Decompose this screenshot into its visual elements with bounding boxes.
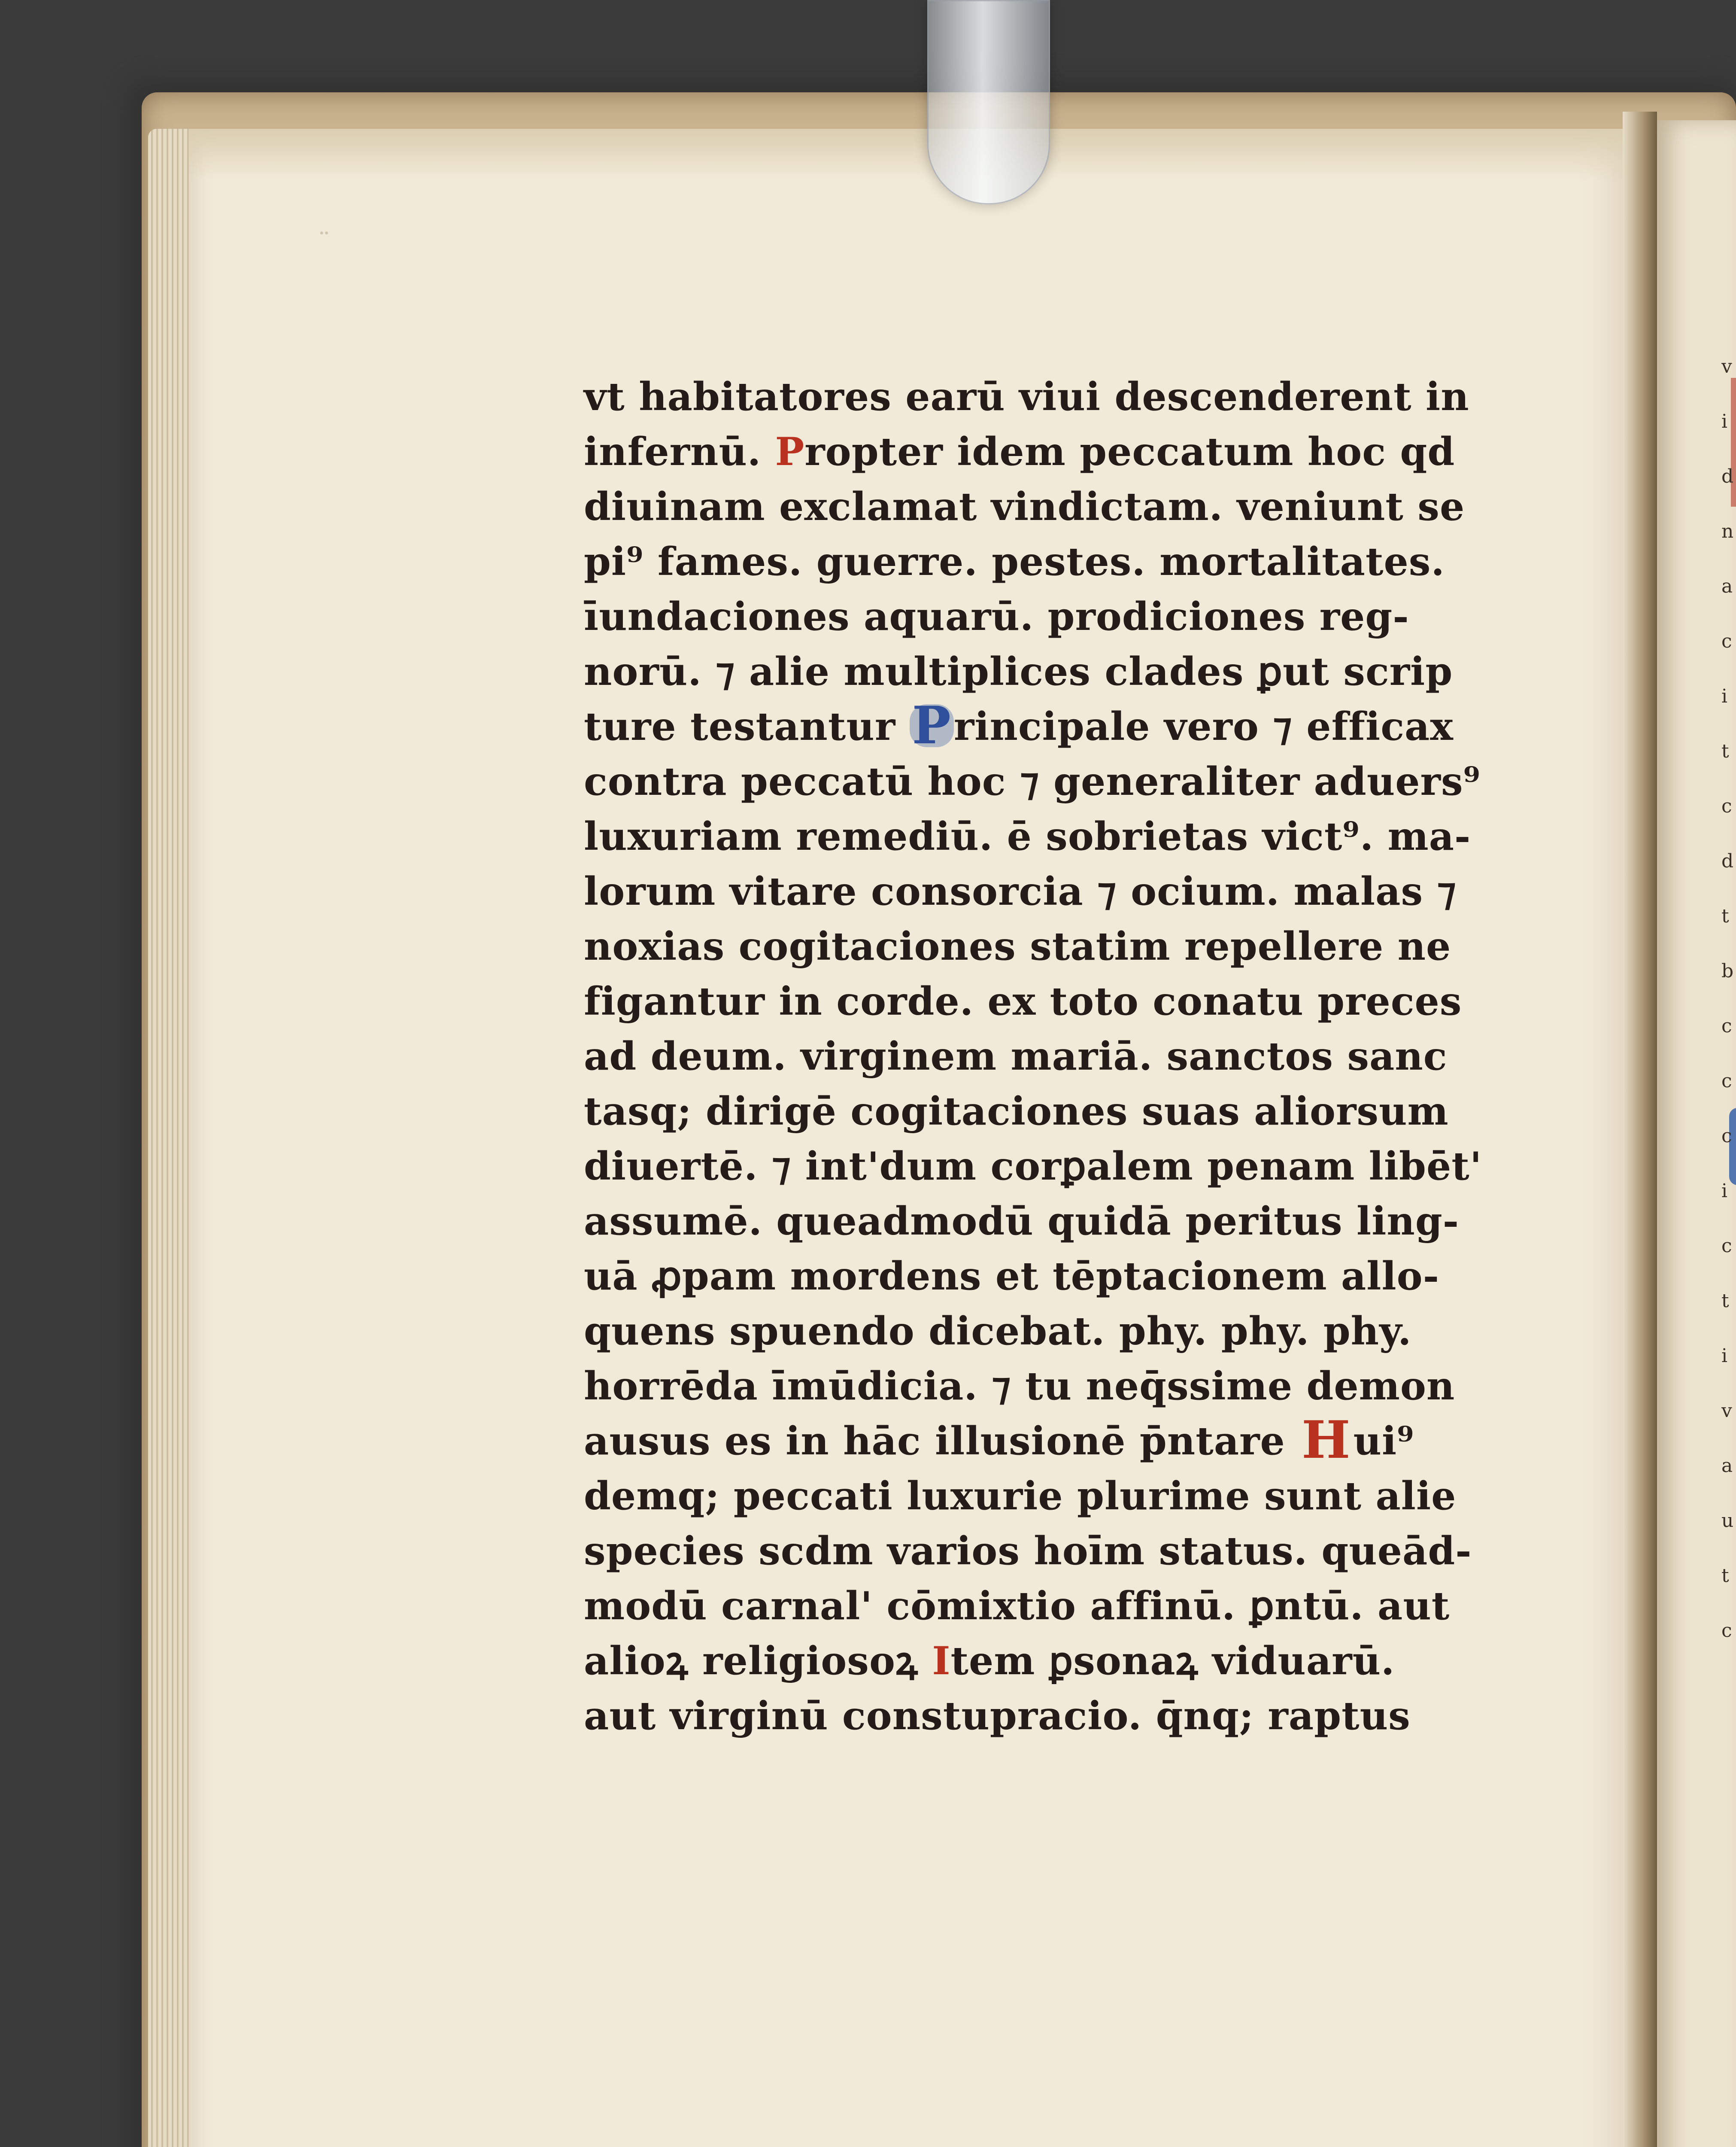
text-line bbox=[584, 1688, 1464, 1743]
page-edges bbox=[148, 129, 195, 2147]
text-line bbox=[584, 1139, 1482, 1194]
text-segment: ausus es in hāc illusionē p̄ntare bbox=[584, 1418, 1299, 1464]
blue-initial: P bbox=[910, 704, 954, 747]
red-initial: H bbox=[1302, 1410, 1351, 1470]
text-line bbox=[584, 1304, 1464, 1359]
text-segment: demq; peccati luxurie plurime sunt alie bbox=[584, 1473, 1457, 1519]
rubricated-letter: P bbox=[775, 429, 805, 474]
rubricated-letter: I bbox=[932, 1638, 951, 1684]
text-segment: modū carnal' cōmixtio affinū. ꝑntū. aut bbox=[584, 1583, 1450, 1629]
text-segment: lorum vitare consorcia ⁊ ocium. malas ⁊ bbox=[584, 869, 1457, 914]
text-segment: ture testantur bbox=[584, 704, 910, 749]
text-segment: quens spuendo dicebat. phy. phy. phy. bbox=[584, 1308, 1412, 1354]
text-segment: pi⁹ fames. guerre. pestes. mortalitates. bbox=[584, 539, 1445, 584]
text-line bbox=[584, 1524, 1472, 1578]
text-line bbox=[584, 1633, 1464, 1688]
text-segment: contra peccatū hoc ⁊ generaliter aduers⁹ bbox=[584, 759, 1481, 804]
text-segment: uā ꝓpam mordens et tēptacionem allo- bbox=[584, 1253, 1440, 1299]
text-segment: alioꝝ religiosoꝝ bbox=[584, 1638, 932, 1684]
text-segment: diuertē. ⁊ int'dum corꝑalem penam libēt' bbox=[584, 1143, 1482, 1189]
text-line bbox=[584, 644, 1464, 699]
margin-mark: ¨ bbox=[318, 228, 331, 258]
book-gutter bbox=[1623, 112, 1657, 2147]
text-segment: norū. ⁊ alie multiplices clades ꝑut scrip bbox=[584, 649, 1453, 694]
text-segment: horrēda īmūdicia. ⁊ tu neq̄ssime demon bbox=[584, 1363, 1455, 1409]
text-segment: figantur in corde. ex toto conatu preces bbox=[584, 979, 1462, 1024]
text-line bbox=[584, 1084, 1464, 1139]
text-segment: īundaciones aquarū. prodiciones reg- bbox=[584, 594, 1409, 639]
text-segment: luxuriam remediū. ē sobrietas vict⁹. ma- bbox=[584, 814, 1471, 859]
text-line bbox=[584, 754, 1481, 809]
text-line bbox=[584, 1410, 1464, 1470]
text-line bbox=[584, 1469, 1464, 1524]
text-line bbox=[584, 974, 1464, 1029]
text-segment: tem ꝑsonaꝝ viduarū. bbox=[950, 1638, 1395, 1684]
text-line bbox=[584, 1194, 1464, 1249]
text-segment: ad deum. virginem mariā. sanctos sanc bbox=[584, 1034, 1448, 1079]
page-top-stain bbox=[189, 129, 1631, 180]
text-line bbox=[584, 1249, 1464, 1304]
text-segment: aut virginū constupracio. q̄nq; raptus bbox=[584, 1693, 1411, 1739]
text-segment: noxias cogitaciones statim repellere ne bbox=[584, 924, 1451, 969]
text-line bbox=[584, 1578, 1464, 1633]
text-line bbox=[584, 479, 1464, 534]
text-line bbox=[584, 864, 1464, 919]
text-line bbox=[584, 534, 1464, 589]
text-segment: assumē. queadmodū quidā peritus ling- bbox=[584, 1198, 1460, 1244]
text-line bbox=[584, 695, 1464, 756]
text-segment: ropter idem peccatum hoc qd bbox=[804, 429, 1455, 474]
text-segment: tasq; dirigē cogitaciones suas aliorsum bbox=[584, 1089, 1449, 1134]
text-line bbox=[584, 1029, 1464, 1084]
text-segment: vt habitatores earū viui descenderent in bbox=[584, 374, 1469, 420]
text-segment: diuinam exclamat vindictam. veniunt se bbox=[584, 484, 1465, 529]
text-line bbox=[584, 1359, 1464, 1414]
text-block bbox=[584, 369, 1482, 1743]
text-segment: rincipale vero ⁊ efficax bbox=[953, 704, 1454, 749]
text-segment: species scdm varios hoīm status. queād- bbox=[584, 1528, 1472, 1574]
text-line bbox=[584, 589, 1464, 644]
right-page-text-fragment: v i d n a c i t c d t b c c c i c t i v a u t c bbox=[1721, 356, 1734, 1642]
text-line bbox=[584, 369, 1469, 424]
text-line bbox=[584, 424, 1464, 479]
text-segment: ui⁹ bbox=[1353, 1418, 1414, 1464]
top-page-clip bbox=[927, 0, 1050, 204]
text-segment: infernū. bbox=[584, 429, 775, 474]
text-line bbox=[584, 919, 1464, 974]
text-line bbox=[584, 809, 1471, 864]
